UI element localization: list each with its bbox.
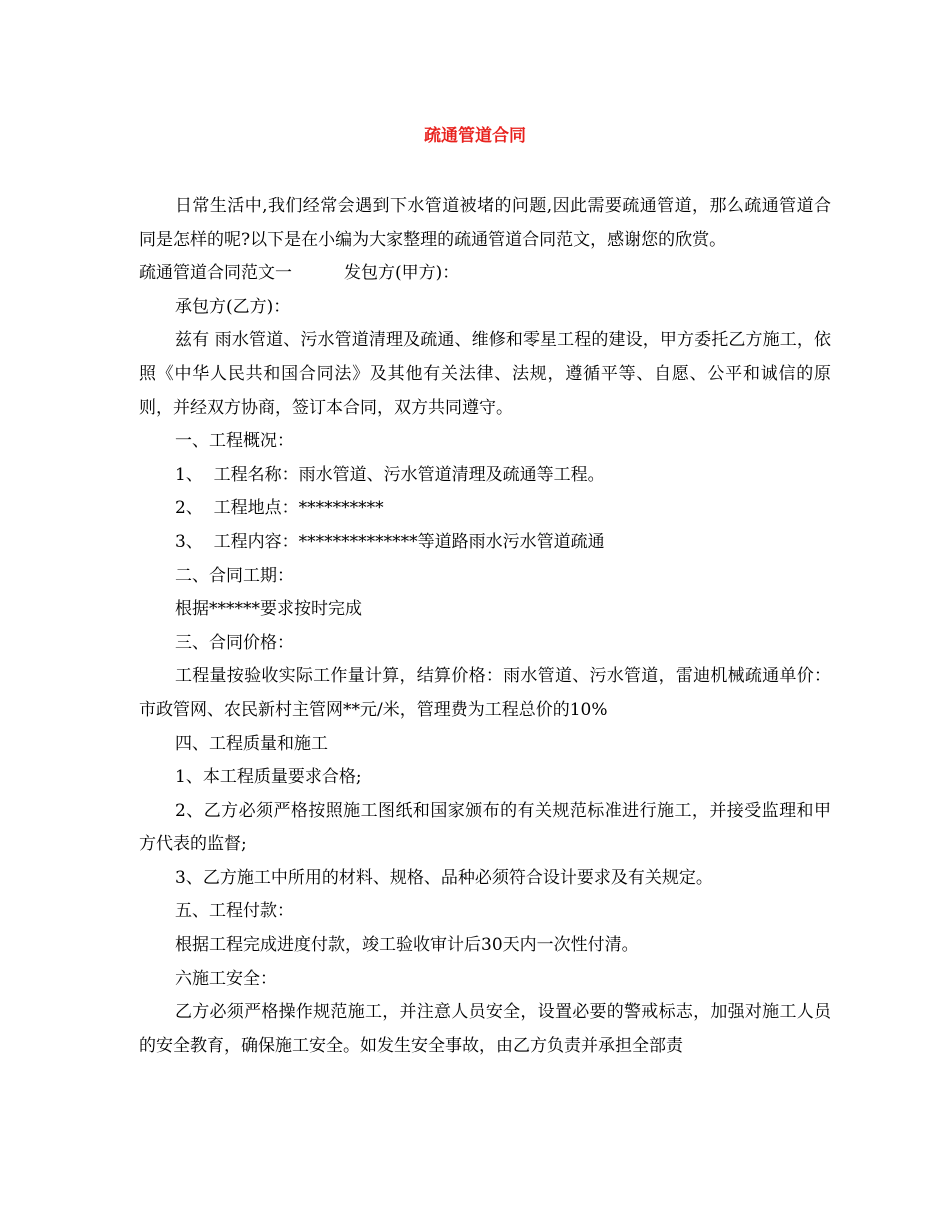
section-1-item-3: 3、 工程内容：**************等道路雨水污水管道疏通 bbox=[175, 531, 605, 552]
section-3-text: 工程量按验收实际工作量计算，结算价格：雨水管道、污水管道，雷迪机械疏通单价：市政管网、农民新村主管网**元/米，管理费为工程总价的10% bbox=[139, 666, 831, 720]
section-2-heading: 二、合同工期： bbox=[175, 565, 294, 586]
section-5-text: 根据工程完成进度付款，竣工验收审计后30天内一次性付清。 bbox=[175, 935, 639, 956]
section-1-item-2: 2、 工程地点：********** bbox=[175, 498, 384, 519]
preamble-paragraph: 兹有 雨水管道、污水管道清理及疏通、维修和零星工程的建设，甲方委托乙方施工，依照《中华人民共和国合同法》及其他有关法律、法规，遵循平等、自愿、公平和诚信的原则，并经双方协商，签订本合同，双方共同遵守。 bbox=[139, 330, 831, 418]
section-6-heading: 六施工安全： bbox=[175, 968, 277, 989]
section-4-item-3: 3、乙方施工中所用的材料、规格、品种必须符合设计要求及有关规定。 bbox=[175, 867, 713, 888]
section-1-heading: 一、工程概况： bbox=[175, 431, 294, 452]
intro-paragraph: 日常生活中,我们经常会遇到下水管道被堵的问题,因此需要疏通管道，那么疏通管道合同是怎样的呢?以下是在小编为大家整理的疏通管道合同范文，感谢您的欣赏。 bbox=[139, 196, 831, 250]
sample-heading: 疏通管道合同范文一 bbox=[139, 263, 292, 284]
section-4-item-1: 1、本工程质量要求合格; bbox=[175, 767, 362, 788]
party-b-label: 承包方(乙方)： bbox=[175, 296, 291, 317]
section-4-heading: 四、工程质量和施工 bbox=[175, 733, 328, 754]
sample-heading-line bbox=[139, 257, 831, 291]
section-1-item-1: 1、 工程名称：雨水管道、污水管道清理及疏通等工程。 bbox=[175, 464, 605, 485]
document-title: 疏通管道合同 bbox=[424, 126, 526, 146]
section-2-text: 根据******要求按时完成 bbox=[175, 599, 362, 620]
section-4-item-2: 2、乙方必须严格按照施工图纸和国家颁布的有关规范标准进行施工，并接受监理和甲方代表的监督; bbox=[139, 800, 831, 855]
section-5-heading: 五、工程付款： bbox=[175, 901, 294, 922]
party-a-label: 发包方(甲方)： bbox=[344, 263, 460, 284]
section-6-text: 乙方必须严格操作规范施工，并注意人员安全，设置必要的警戒标志，加强对施工人员的安全教育，确保施工安全。如发生安全事故，由乙方负责并承担全部责 bbox=[139, 1002, 831, 1056]
section-3-heading: 三、合同价格： bbox=[175, 632, 294, 653]
document-body bbox=[139, 190, 831, 1063]
